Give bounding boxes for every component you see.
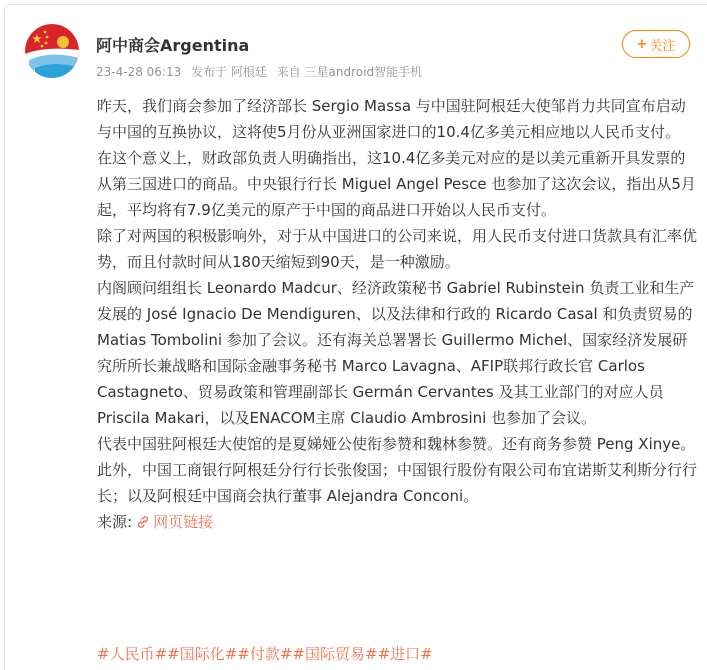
plus-icon: + <box>636 36 648 52</box>
hashtag-list <box>97 642 433 666</box>
post-location: 发布于 阿根廷 <box>191 65 267 79</box>
post-paragraph: 昨天，我们商会参加了经济部长 Sergio Massa 与中国驻阿根廷大使邹肖力共同宣布启动与中国的互换协议，这将使5月份从亚洲国家进口的10.4亿多美元相应地以人民币支付。 <box>97 97 686 141</box>
post-device: 来自 三星android智能手机 <box>276 65 423 79</box>
source-link-text: 网页链接 <box>153 513 214 531</box>
avatar[interactable] <box>25 24 79 78</box>
account-name[interactable]: 阿中商会Argentina <box>96 36 250 55</box>
hashtag[interactable]: #人民币# <box>97 645 168 663</box>
follow-button[interactable] <box>622 30 690 58</box>
avatar-logo-icon <box>25 24 79 78</box>
post-paragraph: 除了对两国的积极影响外，对于从中国进口的公司来说，用人民币支付进口货款具有汇率优势，而且付款时间从180天缩短到90天，是一种激励。 <box>97 227 698 271</box>
follow-button-label: 关注 <box>649 38 676 54</box>
post-paragraph: 在这个意义上，财政部负责人明确指出，这10.4亿多美元对应的是以美元重新开具发票的从第三国进口的商品。中央银行行长 Miguel Angel Pesce 也参加了这次会议，指出从5月起，平均将有7.9亿美元的原产于中国的商品进口开始以人民币支付。 <box>97 149 696 219</box>
post-paragraph: 内阁顾问组组长 Leonardo Madcur、经济政策秘书 Gabriel Rubinstein 负责工业和生产发展的 José Ignacio De Mendiguren、以及法律和行政的 Ricardo Casal 和负责贸易的 Matias Tombolini 参加了会议。还有海关总署署长 Guillermo Michel、国家经济发展研究所所长兼战略和国际金融事务秘书 Marco Lavagna、AFIP联邦行政长官 Carlos Castagneto、贸易政策和管理副部长 Germán Cervantes 及其工业部门的对应人员 Priscila Makari，以及ENACOM主席 Claudio Ambrosini 也参加了会议。 <box>97 279 695 427</box>
post-paragraph: 代表中国驻阿根廷大使馆的是夏娣娅公使衔参赞和魏林参赞。还有商务参赞 Peng Xinye。此外，中国工商银行阿根廷分行行长张俊国；中国银行股份有限公司布宜诺斯艾利斯分行行长；以及阿根廷中国商会执行董事 Alejandra Conconi。 <box>97 435 698 505</box>
hashtag[interactable]: #国际化# <box>167 645 238 663</box>
post-meta <box>96 63 428 81</box>
post-content <box>97 93 697 537</box>
source-label: 来源: <box>97 513 133 531</box>
post-card <box>4 4 707 670</box>
source-link[interactable] <box>132 513 213 531</box>
hashtag[interactable]: #进口# <box>377 645 433 663</box>
source-line <box>97 509 697 537</box>
post-timestamp[interactable]: 23-4-28 06:13 <box>96 65 182 79</box>
hashtag[interactable]: #付款# <box>237 645 293 663</box>
link-icon <box>136 511 150 537</box>
hashtag[interactable]: #国际贸易# <box>292 645 378 663</box>
